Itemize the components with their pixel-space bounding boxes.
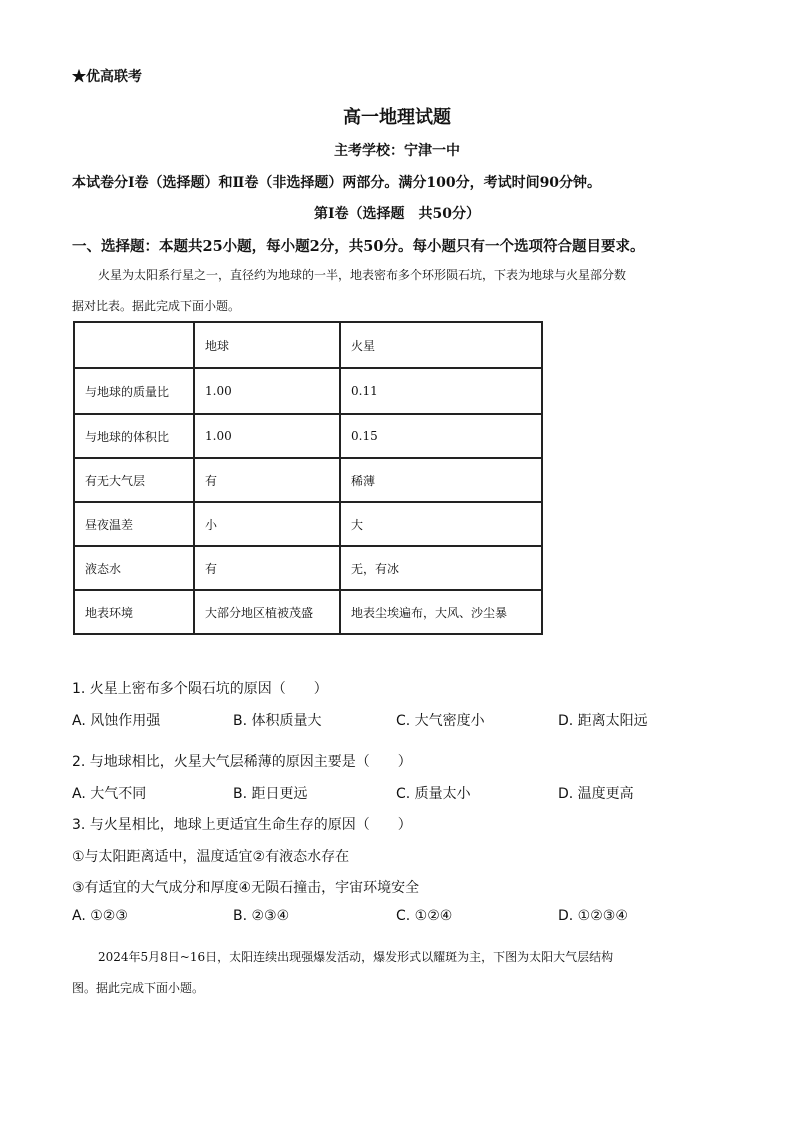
table-cell: 0.15 [340, 414, 542, 458]
question-2-option-d[interactable]: D. 温度更高 [558, 786, 634, 802]
question-3-option-a[interactable]: A. ①②③ [72, 908, 128, 924]
passage-mars [72, 260, 722, 322]
table-cell: 0.11 [340, 368, 542, 414]
table-cell: 大 [340, 502, 542, 546]
table-cell: 稀薄 [340, 458, 542, 502]
passage-solar-activity [72, 942, 722, 1004]
passage-line: 2024年5月8日~16日，太阳连续出现强爆发活动，爆发形式以耀斑为主，下图为太阳大气层结构 [98, 950, 614, 964]
earth-mars-comparison-table [73, 321, 543, 635]
question-1-option-b[interactable]: B. 体积质量大 [233, 713, 322, 729]
table-row [74, 368, 542, 414]
host-school: 主考学校：宁津一中 [334, 143, 460, 159]
table-cell: 大部分地区植被茂盛 [194, 590, 340, 634]
part-one-heading: 第Ⅰ卷（选择题 共50分） [313, 206, 481, 222]
question-3-option-b[interactable]: B. ②③④ [233, 908, 290, 924]
question-2-option-c[interactable]: C. 质量太小 [396, 786, 471, 802]
table-header-cell: 火星 [340, 322, 542, 368]
table-cell: 有 [194, 458, 340, 502]
question-3-option-c[interactable]: C. ①②④ [396, 908, 453, 924]
question-3-statement: ①与太阳距离适中，温度适宜②有液态水存在 [72, 849, 350, 865]
table-row [74, 458, 542, 502]
table-cell: 小 [194, 502, 340, 546]
passage-line: 火星为太阳系行星之一，直径约为地球的一半，地表密布多个环形陨石坑，下表为地球与火星部分数 [98, 268, 627, 282]
table-cell: 液态水 [74, 546, 194, 590]
table-cell: 与地球的质量比 [74, 368, 194, 414]
question-3-stem: 3. 与火星相比，地球上更适宜生命生存的原因（ ） [72, 817, 412, 833]
question-2-option-a[interactable]: A. 大气不同 [72, 786, 147, 802]
table-cell: 昼夜温差 [74, 502, 194, 546]
table-cell: 无，有冰 [340, 546, 542, 590]
table-row [74, 502, 542, 546]
table-cell: 有 [194, 546, 340, 590]
table-header-cell [74, 322, 194, 368]
page-title: 高一地理试题 [343, 107, 451, 128]
table-cell: 地表尘埃遍布，大风、沙尘暴 [340, 590, 542, 634]
table-header-row [74, 322, 542, 368]
table-row [74, 546, 542, 590]
passage-line: 图。据此完成下面小题。 [72, 981, 205, 995]
question-1-option-c[interactable]: C. 大气密度小 [396, 713, 485, 729]
question-1-stem: 1. 火星上密布多个陨石坑的原因（ ） [72, 681, 328, 697]
section-one-heading: 一、选择题：本题共25小题，每小题2分，共50分。每小题只有一个选项符合题目要求。 [72, 238, 645, 255]
table-cell: 有无大气层 [74, 458, 194, 502]
exam-intro: 本试卷分Ⅰ卷（选择题）和Ⅱ卷（非选择题）两部分。满分100分，考试时间90分钟。 [72, 175, 602, 191]
question-2-stem: 2. 与地球相比，火星大气层稀薄的原因主要是（ ） [72, 754, 412, 770]
question-1-option-d[interactable]: D. 距离太阳远 [558, 713, 648, 729]
question-1-option-a[interactable]: A. 风蚀作用强 [72, 713, 161, 729]
table-cell: 与地球的体积比 [74, 414, 194, 458]
question-2-option-b[interactable]: B. 距日更远 [233, 786, 308, 802]
passage-line: 据对比表。据此完成下面小题。 [72, 299, 241, 313]
table-row [74, 414, 542, 458]
table-header-cell: 地球 [194, 322, 340, 368]
exam-brand: ★优高联考 [72, 69, 142, 85]
question-3-option-d[interactable]: D. ①②③④ [558, 908, 628, 924]
table-cell: 1.00 [194, 414, 340, 458]
table-cell: 1.00 [194, 368, 340, 414]
table-row [74, 590, 542, 634]
table-cell: 地表环境 [74, 590, 194, 634]
question-3-statement: ③有适宜的大气成分和厚度④无陨石撞击，宇宙环境安全 [72, 880, 420, 896]
